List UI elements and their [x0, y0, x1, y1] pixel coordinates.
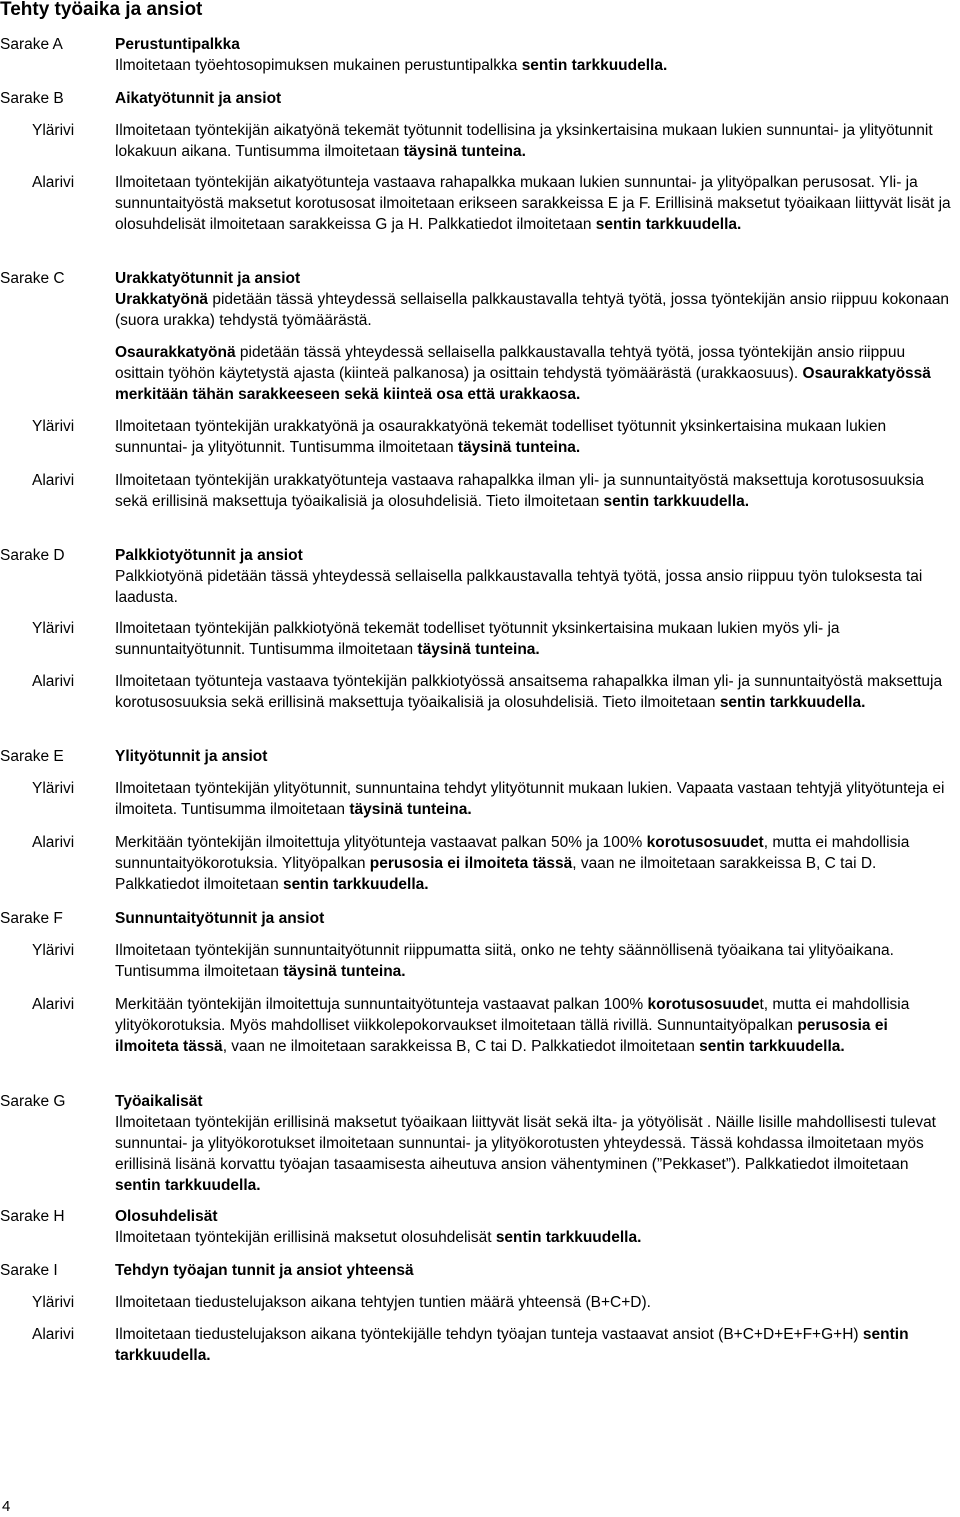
- label-d-alarivi: Alarivi: [32, 673, 75, 690]
- section-b-heading: Aikatyötunnit ja ansiot: [115, 90, 282, 107]
- page-number: 4: [2, 1498, 11, 1515]
- section-e-alarivi-b1: korotusosuudet: [646, 834, 764, 851]
- section-f-alarivi-b2: perusosia ei ilmoiteta tässä: [115, 1017, 888, 1055]
- label-sarake-g: Sarake G: [0, 1093, 66, 1110]
- section-a: [115, 34, 955, 76]
- section-c-ylarivi: [115, 416, 955, 458]
- label-d-ylarivi: Ylärivi: [32, 620, 75, 637]
- section-e-ylarivi-text: Ilmoitetaan työntekijän ylityötunnit, sunnuntaina tehdyt ylityötunnit mukaan lukien. Vapaata vastaan tehtyjä ylityötunteja ei ilmoiteta. Tuntisumma ilmoitetaan: [115, 780, 945, 818]
- label-sarake-d: Sarake D: [0, 547, 65, 564]
- section-h-bold: sentin tarkkuudella.: [495, 1229, 642, 1246]
- section-d-alarivi: [115, 671, 955, 713]
- section-g-bold: sentin tarkkuudella.: [115, 1177, 261, 1194]
- section-b-ylarivi-text: Ilmoitetaan työntekijän aikatyönä tekemät työtunnit todellisina ja yksinkertaisina mukaan lukien sunnuntai- ja ylityötunnit lokakuun aikana. Tuntisumma ilmoitetaan: [115, 122, 933, 160]
- section-e-alarivi: [115, 832, 955, 895]
- section-g-heading: Työaikalisät: [115, 1093, 203, 1110]
- section-b-alarivi-bold: sentin tarkkuudella.: [595, 216, 742, 233]
- section-e-heading: Ylityötunnit ja ansiot: [115, 748, 268, 765]
- label-sarake-b: Sarake B: [0, 90, 64, 107]
- label-i-alarivi: Alarivi: [32, 1326, 75, 1343]
- section-h-heading: Olosuhdelisät: [115, 1208, 218, 1225]
- section-i-alarivi-bold: sentin tarkkuudella.: [115, 1326, 909, 1364]
- section-c-p2-text: pidetään tässä yhteydessä sellaisella palkkaustavalla tehtyä työtä, jossa työntekijän ansio riippuu osittain työhön käytetystä ajasta (kiinteä palkanosa) ja osittain tehdystä työmäärästä (urakkaosuus).: [115, 344, 906, 382]
- section-g-text: Ilmoitetaan työntekijän erillisinä maksetut työaikaan liittyvät lisät sekä ilta- ja yötyölisät . Näille lisille mahdollisesti tulevat sunnuntai- ja ylityökorotukset ilmoitetaan sunnuntai- ja ylityökorotusten yhteydessä. Tässä kohdassa ilmoitetaan myös erillisinä lisänä korvattu työajan tasaamisesta aiheutuva ansion vähentyminen (”Pekkaset”). Palkkatiedot ilmoitetaan: [115, 1114, 936, 1173]
- section-a-bold: sentin tarkkuudella.: [521, 57, 668, 74]
- section-e-ylarivi-bold: täysinä tunteina.: [349, 801, 472, 818]
- label-sarake-a: Sarake A: [0, 36, 63, 53]
- section-f-alarivi-t3: , vaan ne ilmoitetaan sarakkeissa B, C tai D. Palkkatiedot ilmoitetaan: [222, 1038, 700, 1055]
- section-d-heading: Palkkiotyötunnit ja ansiot: [115, 547, 303, 564]
- section-h: [115, 1206, 955, 1248]
- label-i-ylarivi: Ylärivi: [32, 1294, 75, 1311]
- section-e-heading-wrap: [115, 746, 955, 767]
- section-f-heading: Sunnuntaityötunnit ja ansiot: [115, 910, 325, 927]
- section-d-alarivi-text: Ilmoitetaan työtunteja vastaava työntekijän palkkiotyössä ansaitsema rahapalkka ilman yli- ja sunnuntaityöstä maksettuja korotusosuuksia sekä erillisinä maksettuja työaikalisiä ja olosuhdelisiä. Tieto ilmoitetaan: [115, 673, 943, 711]
- section-e-alarivi-b2: perusosia ei ilmoiteta tässä: [369, 855, 573, 872]
- section-c-alarivi: [115, 470, 955, 512]
- section-a-heading: Perustuntipalkka: [115, 36, 240, 53]
- section-b-heading-wrap: [115, 88, 955, 109]
- section-i-ylarivi: [115, 1292, 955, 1313]
- label-f-alarivi: Alarivi: [32, 996, 75, 1013]
- section-d-text: Palkkiotyönä pidetään tässä yhteydessä sellaisella palkkaustavalla tehtyä työtä, jossa ansio riippuu työn tuloksesta tai laadusta.: [115, 568, 923, 606]
- label-c-ylarivi: Ylärivi: [32, 418, 75, 435]
- section-c-ylarivi-text: Ilmoitetaan työntekijän urakkatyönä ja osaurakkatyönä tekemät todelliset työtunnit yksinkertaisina mukaan lukien sunnuntai- ja ylityötunnit. Tuntisumma ilmoitetaan: [115, 418, 887, 456]
- label-sarake-c: Sarake C: [0, 270, 65, 287]
- section-i-ylarivi-text: Ilmoitetaan tiedustelujakson aikana tehtyjen tuntien määrä yhteensä (B+C+D).: [115, 1294, 651, 1311]
- section-d-alarivi-bold: sentin tarkkuudella.: [719, 694, 866, 711]
- section-e-alarivi-t2: , mutta ei mahdollisia sunnuntaityökorotuksia. Ylityöpalkan: [115, 834, 910, 872]
- label-e-alarivi: Alarivi: [32, 834, 75, 851]
- section-h-text: Ilmoitetaan työntekijän erillisinä maksetut olosuhdelisät: [115, 1229, 496, 1246]
- section-c-p2-bold: Osaurakkatyönä: [115, 344, 236, 361]
- section-c-p1-text: pidetään tässä yhteydessä sellaisella palkkaustavalla tehtyä työtä, jossa työntekijän ansio riippuu kokonaan (suora urakka) tehdystä työmäärästä.: [115, 291, 950, 329]
- section-i-heading-wrap: [115, 1260, 955, 1281]
- section-f-alarivi-b1: korotusosuude: [647, 996, 760, 1013]
- section-d-ylarivi-text: Ilmoitetaan työntekijän palkkiotyönä tekemät todelliset työtunnit yksinkertaisina mukaan lukien myös yli- ja sunnuntaityötunnit. Tuntisumma ilmoitetaan: [115, 620, 840, 658]
- section-c-ylarivi-bold: täysinä tunteina.: [457, 439, 581, 456]
- section-c-p1-bold: Urakkatyönä: [115, 291, 209, 308]
- section-c-p2-bold-end: Osaurakkatyössä merkitään tähän sarakkeeseen sekä kiinteä osa että urakkaosa.: [115, 365, 931, 403]
- label-sarake-h: Sarake H: [0, 1208, 65, 1225]
- section-i-heading: Tehdyn työajan tunnit ja ansiot yhteensä: [115, 1262, 414, 1279]
- section-e-alarivi-b3: sentin tarkkuudella.: [283, 876, 429, 893]
- section-f-alarivi-b3: sentin tarkkuudella.: [699, 1038, 845, 1055]
- page-title: Tehty työaika ja ansiot: [0, 0, 203, 20]
- label-c-alarivi: Alarivi: [32, 472, 75, 489]
- section-f-alarivi-t1: Merkitään työntekijän ilmoitettuja sunnuntaityötunteja vastaavat palkan 100%: [115, 996, 648, 1013]
- section-i-alarivi: [115, 1324, 955, 1366]
- section-f-ylarivi-text: Ilmoitetaan työntekijän sunnuntaityötunnit riippumatta siitä, onko ne tehty säännöllisenä työaikana tai ylityöaikana. Tuntisumma ilmoitetaan: [115, 942, 894, 980]
- section-e-ylarivi: [115, 778, 955, 820]
- label-sarake-f: Sarake F: [0, 910, 63, 927]
- section-b-alarivi-text: Ilmoitetaan työntekijän aikatyötunteja vastaava rahapalkka mukaan lukien sunnuntai- ja ylityöpalkan perusosat. Yli- ja sunnuntaityöstä maksetut korotusosat ilmoitetaan erikseen sarakkeissa E ja F. Erillisinä maksetut työaikaan liittyvät lisät ja olosuhdelisät ilmoitetaan sarakkeissa G ja H. Palkkatiedot ilmoitetaan: [115, 174, 951, 233]
- label-f-ylarivi: Ylärivi: [32, 942, 75, 959]
- section-b-ylarivi-bold: täysinä tunteina.: [403, 143, 526, 160]
- label-e-ylarivi: Ylärivi: [32, 780, 75, 797]
- label-sarake-e: Sarake E: [0, 748, 64, 765]
- label-b-alarivi: Alarivi: [32, 174, 75, 191]
- section-c-alarivi-text: Ilmoitetaan työntekijän urakkatyötunteja vastaava rahapalkka ilman yli- ja sunnuntaityöstä maksettuja korotusosuuksia sekä erillisinä maksettuja työaikalisiä ja olosuhdelisiä. Tieto ilmoitetaan: [115, 472, 925, 510]
- section-d-intro: [115, 545, 955, 608]
- section-f-heading-wrap: [115, 908, 955, 929]
- section-e-alarivi-t1: Merkitään työntekijän ilmoitettuja ylityötunteja vastaavat palkan 50% ja 100%: [115, 834, 647, 851]
- section-g: [115, 1091, 955, 1196]
- section-d-ylarivi: [115, 618, 955, 660]
- section-b-alarivi: [115, 172, 955, 235]
- section-a-text: Ilmoitetaan työehtosopimuksen mukainen perustuntipalkka: [115, 57, 522, 74]
- label-sarake-i: Sarake I: [0, 1262, 58, 1279]
- section-f-alarivi-t2: t, mutta ei mahdollisia ylityökorotuksia. Myös mahdolliset viikkolepokorvaukset ilmoitetaan tällä rivillä. Sunnuntaityöpalkan: [115, 996, 910, 1034]
- section-f-alarivi: [115, 994, 955, 1057]
- section-d-ylarivi-bold: täysinä tunteina.: [417, 641, 540, 658]
- section-c-p2: [115, 342, 955, 405]
- section-c-alarivi-bold: sentin tarkkuudella.: [603, 493, 750, 510]
- section-f-ylarivi-bold: täysinä tunteina.: [283, 963, 406, 980]
- label-b-ylarivi: Ylärivi: [32, 122, 75, 139]
- section-e-alarivi-t3: , vaan ne ilmoitetaan sarakkeissa B, C tai D. Palkkatiedot ilmoitetaan: [115, 855, 877, 893]
- section-i-alarivi-text: Ilmoitetaan tiedustelujakson aikana työntekijälle tehdyn työajan tunteja vastaavat ansiot (B+C+D+E+F+G+H): [115, 1326, 863, 1343]
- section-c-intro: [115, 268, 955, 331]
- section-f-ylarivi: [115, 940, 955, 982]
- section-b-ylarivi: [115, 120, 955, 162]
- section-c-heading: Urakkatyötunnit ja ansiot: [115, 270, 301, 287]
